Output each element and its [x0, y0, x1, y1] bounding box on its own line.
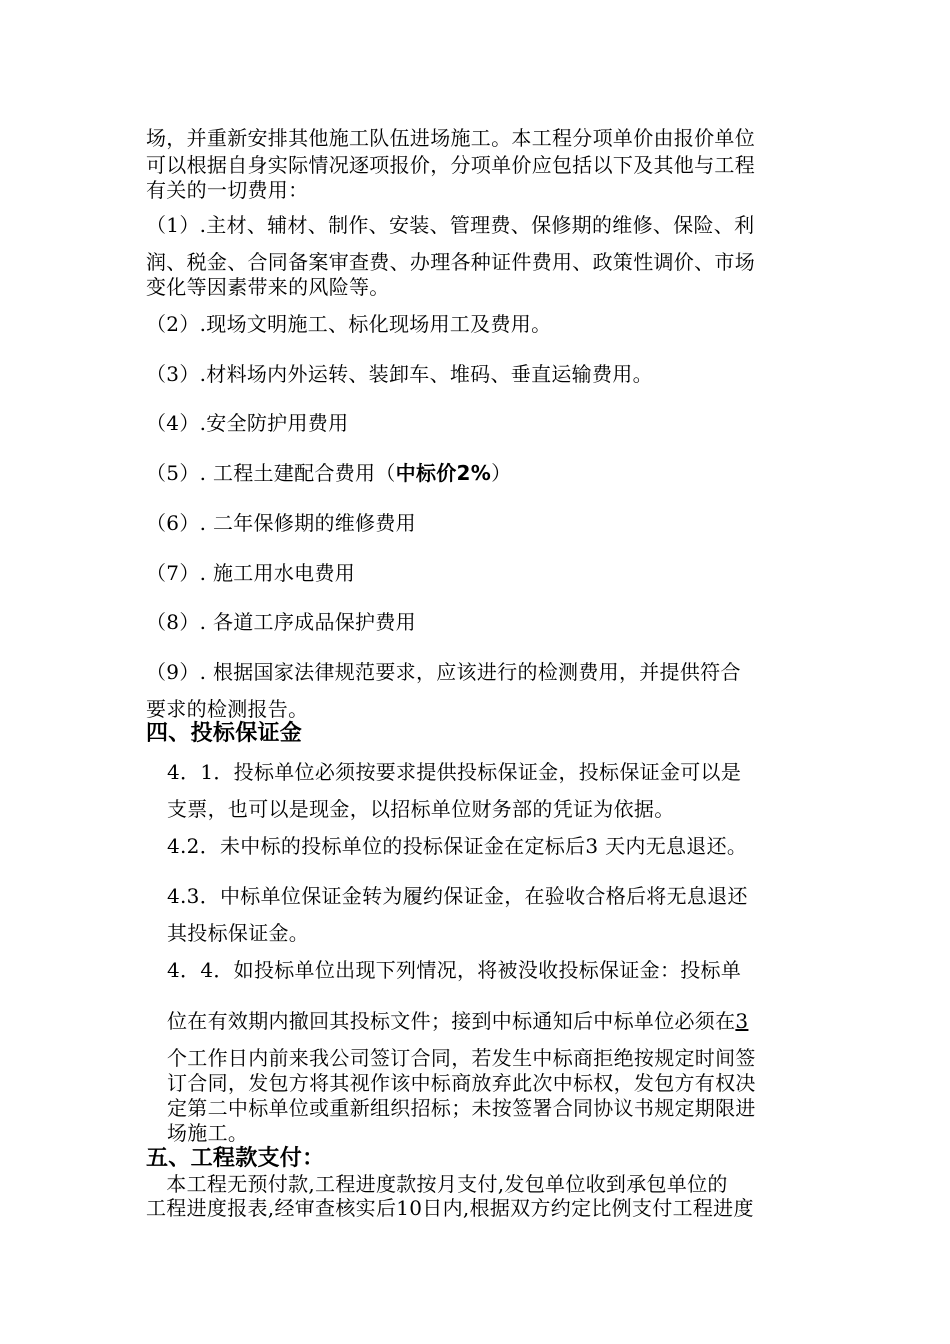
- clause-4-3-line: 4.3．中标单位保证金转为履约保证金，在验收合格后将无息退还: [167, 884, 748, 908]
- list-item-8: （8）. 各道工序成品保护费用: [146, 610, 416, 634]
- clause-4-2: 4.2．未中标的投标单位的投标保证金在定标后3 天内无息退还。: [167, 834, 748, 858]
- list-item-2: （2）.现场文明施工、标化现场用工及费用。: [146, 312, 552, 336]
- list-item-3: （3）.材料场内外运转、装卸车、堆码、垂直运输费用。: [146, 362, 653, 386]
- list-item-5: [146, 461, 511, 485]
- paragraph-line: 工程进度报表,经审查核实后10日内,根据双方约定比例支付工程进度: [146, 1196, 754, 1220]
- list-item-5-close: ）: [491, 461, 512, 485]
- section-heading-4: 四、投标保证金: [146, 720, 303, 746]
- list-item-1-line: 润、税金、合同备案审查费、办理各种证件费用、政策性调价、市场: [146, 250, 755, 274]
- underlined-days: 3: [735, 1009, 749, 1033]
- paragraph-line: 可以根据自身实际情况逐项报价，分项单价应包括以下及其他与工程: [146, 153, 755, 177]
- clause-4-1-line: 4．1．投标单位必须按要求提供投标保证金，投标保证金可以是: [167, 760, 742, 784]
- bid-price-percent: 中标价2%: [395, 461, 492, 485]
- clause-4-4-line: 订合同，发包方将其视作该中标商放弃此次中标权，发包方有权决: [167, 1071, 756, 1095]
- clause-4-4-line: 场施工。: [167, 1121, 249, 1145]
- paragraph-line: 场，并重新安排其他施工队伍进场施工。本工程分项单价由报价单位: [146, 126, 755, 150]
- list-item-7: （7）. 施工用水电费用: [146, 561, 356, 585]
- clause-4-1-line: 支票，也可以是现金，以招标单位财务部的凭证为依据。: [167, 797, 675, 821]
- clause-4-4-line: [167, 1009, 748, 1033]
- paragraph-line: 本工程无预付款,工程进度款按月支付,发包单位收到承包单位的: [146, 1172, 728, 1196]
- list-item-4: （4）.安全防护用费用: [146, 411, 349, 435]
- list-item-1-line: （1）.主材、辅材、制作、安装、管理费、保修期的维修、保险、利: [146, 213, 755, 237]
- clause-4-4-text: 位在有效期内撤回其投标文件；接到中标通知后中标单位必须在: [167, 1009, 736, 1033]
- list-item-1-line: 变化等因素带来的风险等。: [146, 275, 390, 299]
- section-heading-5: 五、工程款支付：: [146, 1145, 325, 1171]
- list-item-5-text: （5）. 工程土建配合费用（: [146, 461, 396, 485]
- clause-4-4-line: 个工作日内前来我公司签订合同，若发生中标商拒绝按规定时间签: [167, 1046, 756, 1070]
- clause-4-3-line: 其投标保证金。: [167, 921, 310, 945]
- clause-4-4-line: 定第二中标单位或重新组织招标；未按签署合同协议书规定期限进: [167, 1096, 756, 1120]
- list-item-9-line: （9）. 根据国家法律规范要求，应该进行的检测费用，并提供符合: [146, 660, 741, 684]
- clause-4-4-line: 4．4．如投标单位出现下列情况，将被没收投标保证金：投标单: [167, 958, 742, 982]
- list-item-6: （6）. 二年保修期的维修费用: [146, 511, 416, 535]
- list-item-9-line: 要求的检测报告。: [146, 697, 309, 721]
- paragraph-line: 有关的一切费用：: [146, 178, 309, 202]
